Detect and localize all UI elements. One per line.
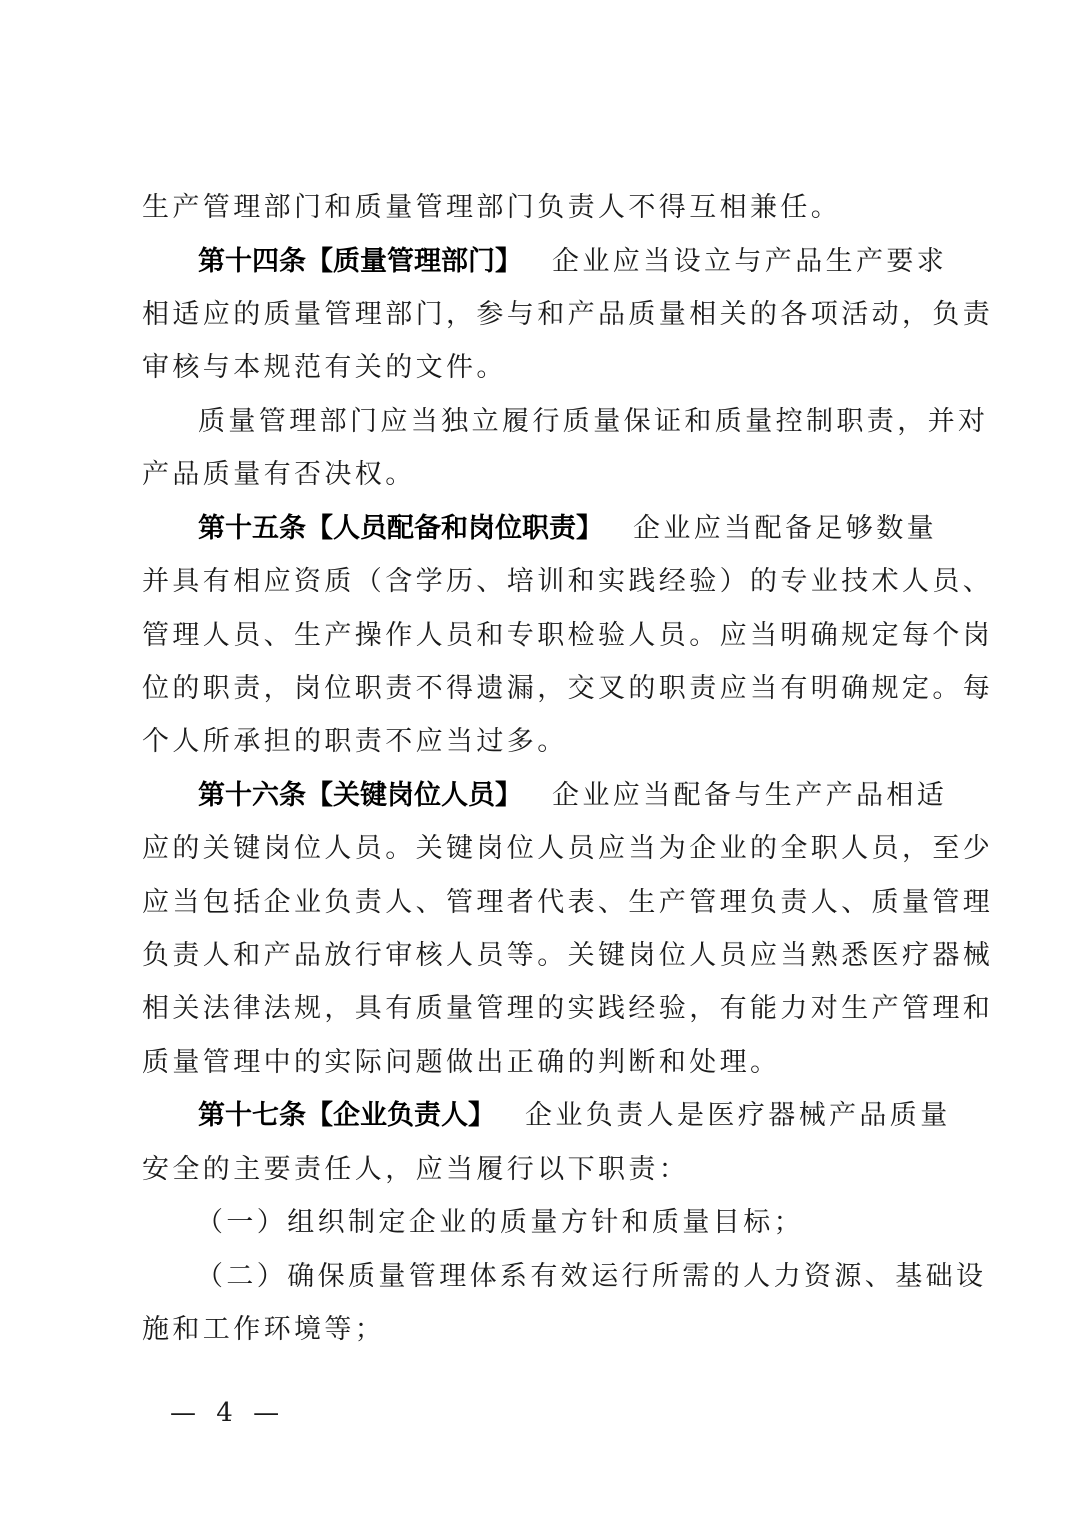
line-text: 质量管理部门应当独立履行质量保证和质量控制职责，并对 <box>198 406 989 437</box>
article-15-heading-line <box>198 511 998 547</box>
paragraph-first-line <box>198 404 998 440</box>
line-text: （二）确保质量管理体系有效运行所需的人力资源、基础设 <box>196 1261 987 1292</box>
article-heading: 第十七条【企业负责人】 <box>198 1100 495 1131</box>
line-text: 负责人和产品放行审核人员等。关键岗位人员应当熟悉医疗器械 <box>142 940 994 971</box>
line-text: 产品质量有否决权。 <box>142 459 416 490</box>
line-text: 企业负责人是医疗器械产品质量 <box>525 1100 951 1131</box>
text-line <box>142 991 994 1027</box>
line-text: （一）组织制定企业的质量方针和质量目标； <box>196 1207 804 1238</box>
text-line <box>142 190 942 226</box>
page-number: — 4 — <box>170 1398 286 1428</box>
line-text: 管理人员、生产操作人员和专职检验人员。应当明确规定每个岗 <box>142 620 994 651</box>
line-text: 应的关键岗位人员。关键岗位人员应当为企业的全职人员，至少 <box>142 833 994 864</box>
text-line <box>142 831 994 867</box>
line-text: 质量管理中的实际问题做出正确的判断和处理。 <box>142 1047 781 1078</box>
article-17-heading-line <box>198 1098 998 1134</box>
line-text: 应当包括企业负责人、管理者代表、生产管理负责人、质量管理 <box>142 887 994 918</box>
line-text: 相关法律法规，具有质量管理的实践经验，有能力对生产管理和 <box>142 993 994 1024</box>
text-line <box>142 564 994 600</box>
list-item-2 <box>196 1259 996 1295</box>
text-line <box>142 938 994 974</box>
article-heading: 第十四条【质量管理部门】 <box>198 246 522 277</box>
text-line <box>142 297 994 333</box>
text-line <box>142 885 994 921</box>
article-16-heading-line <box>198 778 998 814</box>
article-heading: 第十五条【人员配备和岗位职责】 <box>198 513 603 544</box>
article-heading: 第十六条【关键岗位人员】 <box>198 780 522 811</box>
line-text: 企业应当配备足够数量 <box>633 513 937 544</box>
line-text: 企业应当配备与生产产品相适 <box>552 780 948 811</box>
text-line <box>142 350 942 386</box>
text-line <box>142 457 942 493</box>
text-line <box>142 724 942 760</box>
text-line <box>142 1045 942 1081</box>
line-text: 安全的主要责任人，应当履行以下职责： <box>142 1154 690 1185</box>
line-text: 个人所承担的职责不应当过多。 <box>142 726 568 757</box>
line-text: 审核与本规范有关的文件。 <box>142 352 507 383</box>
line-text: 施和工作环境等； <box>142 1314 386 1345</box>
text-line <box>142 1152 942 1188</box>
text-line <box>142 618 994 654</box>
line-text: 并具有相应资质（含学历、培训和实践经验）的专业技术人员、 <box>142 566 994 597</box>
line-text: 相适应的质量管理部门，参与和产品质量相关的各项活动，负责 <box>142 299 994 330</box>
line-text: 企业应当设立与产品生产要求 <box>552 246 948 277</box>
line-text: 位的职责，岗位职责不得遗漏，交叉的职责应当有明确规定。每 <box>142 673 994 704</box>
article-14-heading-line <box>198 244 998 280</box>
list-item-1 <box>196 1205 996 1241</box>
text-line <box>142 671 994 707</box>
text-line <box>142 1312 942 1348</box>
line-text: 生产管理部门和质量管理部门负责人不得互相兼任。 <box>142 192 842 223</box>
